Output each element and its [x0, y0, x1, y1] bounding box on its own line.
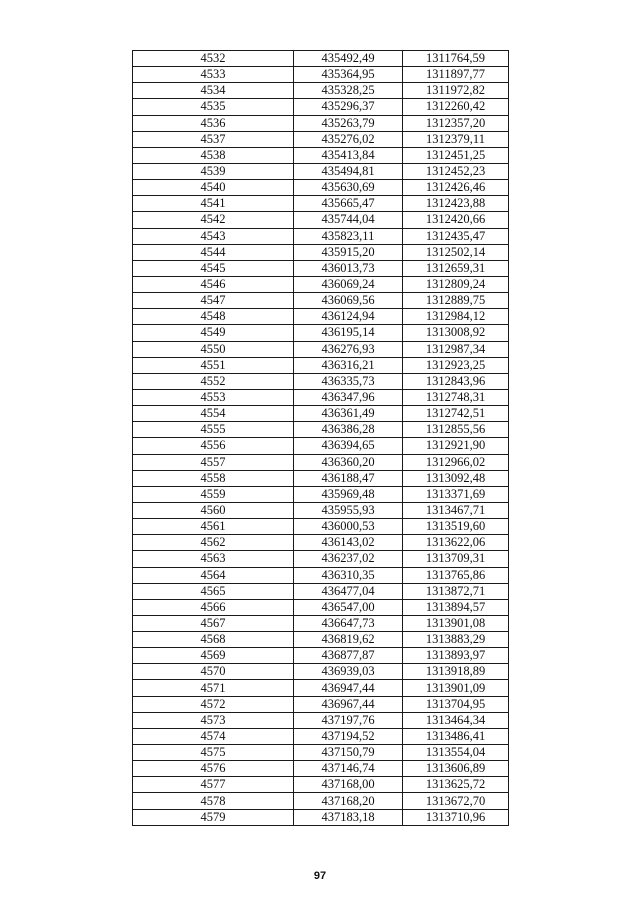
table-row [133, 809, 509, 825]
x-coordinate-cell: 436335,73 [294, 373, 403, 389]
table-row [133, 712, 509, 728]
table-row [133, 51, 509, 67]
y-coordinate-cell: 1313709,31 [403, 551, 509, 567]
point-number-cell: 4532 [133, 51, 294, 67]
table-row [133, 535, 509, 551]
point-number-cell: 4542 [133, 212, 294, 228]
y-coordinate-cell: 1312742,51 [403, 406, 509, 422]
point-number-cell: 4577 [133, 777, 294, 793]
x-coordinate-cell: 436394,65 [294, 438, 403, 454]
point-number-cell: 4562 [133, 535, 294, 551]
x-coordinate-cell: 435494,81 [294, 163, 403, 179]
x-coordinate-cell: 437168,20 [294, 793, 403, 809]
y-coordinate-cell: 1312923,25 [403, 357, 509, 373]
table-row [133, 777, 509, 793]
point-number-cell: 4535 [133, 99, 294, 115]
table-row [133, 470, 509, 486]
x-coordinate-cell: 435630,69 [294, 180, 403, 196]
y-coordinate-cell: 1312843,96 [403, 373, 509, 389]
point-number-cell: 4548 [133, 309, 294, 325]
y-coordinate-cell: 1312426,46 [403, 180, 509, 196]
y-coordinate-cell: 1312260,42 [403, 99, 509, 115]
point-number-cell: 4575 [133, 745, 294, 761]
table-row [133, 260, 509, 276]
table-row [133, 341, 509, 357]
table-row [133, 276, 509, 292]
table-row [133, 163, 509, 179]
table-row [133, 599, 509, 615]
point-number-cell: 4572 [133, 696, 294, 712]
y-coordinate-cell: 1313883,29 [403, 632, 509, 648]
point-number-cell: 4538 [133, 147, 294, 163]
y-coordinate-cell: 1313464,34 [403, 712, 509, 728]
y-coordinate-cell: 1313008,92 [403, 325, 509, 341]
x-coordinate-cell: 436237,02 [294, 551, 403, 567]
table-row [133, 83, 509, 99]
y-coordinate-cell: 1313554,04 [403, 745, 509, 761]
x-coordinate-cell: 436316,21 [294, 357, 403, 373]
point-number-cell: 4554 [133, 406, 294, 422]
y-coordinate-cell: 1312659,31 [403, 260, 509, 276]
point-number-cell: 4553 [133, 389, 294, 405]
y-coordinate-cell: 1313894,57 [403, 599, 509, 615]
x-coordinate-cell: 436361,49 [294, 406, 403, 422]
y-coordinate-cell: 1312809,24 [403, 276, 509, 292]
x-coordinate-cell: 436195,14 [294, 325, 403, 341]
x-coordinate-cell: 435296,37 [294, 99, 403, 115]
point-number-cell: 4561 [133, 519, 294, 535]
x-coordinate-cell: 436310,35 [294, 567, 403, 583]
table-row [133, 793, 509, 809]
x-coordinate-cell: 435915,20 [294, 244, 403, 260]
x-coordinate-cell: 435665,47 [294, 196, 403, 212]
x-coordinate-cell: 436069,56 [294, 293, 403, 309]
x-coordinate-cell: 436069,24 [294, 276, 403, 292]
table-row [133, 180, 509, 196]
point-number-cell: 4547 [133, 293, 294, 309]
x-coordinate-cell: 435263,79 [294, 115, 403, 131]
table-row [133, 438, 509, 454]
table-row [133, 583, 509, 599]
point-number-cell: 4578 [133, 793, 294, 809]
y-coordinate-cell: 1313704,95 [403, 696, 509, 712]
table-row [133, 664, 509, 680]
y-coordinate-cell: 1312379,11 [403, 131, 509, 147]
table-row [133, 373, 509, 389]
point-number-cell: 4573 [133, 712, 294, 728]
y-coordinate-cell: 1313872,71 [403, 583, 509, 599]
x-coordinate-cell: 436000,53 [294, 519, 403, 535]
point-number-cell: 4551 [133, 357, 294, 373]
x-coordinate-cell: 436947,44 [294, 680, 403, 696]
table-row [133, 680, 509, 696]
coordinates-table [132, 50, 509, 826]
x-coordinate-cell: 437168,00 [294, 777, 403, 793]
y-coordinate-cell: 1313901,09 [403, 680, 509, 696]
x-coordinate-cell: 435969,48 [294, 486, 403, 502]
x-coordinate-cell: 435328,25 [294, 83, 403, 99]
x-coordinate-cell: 436276,93 [294, 341, 403, 357]
x-coordinate-cell: 436347,96 [294, 389, 403, 405]
coordinates-table-body [133, 51, 509, 826]
point-number-cell: 4539 [133, 163, 294, 179]
point-number-cell: 4579 [133, 809, 294, 825]
table-row [133, 357, 509, 373]
y-coordinate-cell: 1311764,59 [403, 51, 509, 67]
y-coordinate-cell: 1312987,34 [403, 341, 509, 357]
table-row [133, 309, 509, 325]
point-number-cell: 4566 [133, 599, 294, 615]
y-coordinate-cell: 1312889,75 [403, 293, 509, 309]
y-coordinate-cell: 1312966,02 [403, 454, 509, 470]
point-number-cell: 4568 [133, 632, 294, 648]
table-row [133, 519, 509, 535]
y-coordinate-cell: 1311972,82 [403, 83, 509, 99]
table-row [133, 696, 509, 712]
y-coordinate-cell: 1312357,20 [403, 115, 509, 131]
table-row [133, 745, 509, 761]
point-number-cell: 4533 [133, 67, 294, 83]
x-coordinate-cell: 435276,02 [294, 131, 403, 147]
point-number-cell: 4550 [133, 341, 294, 357]
x-coordinate-cell: 436360,20 [294, 454, 403, 470]
x-coordinate-cell: 437197,76 [294, 712, 403, 728]
y-coordinate-cell: 1313765,86 [403, 567, 509, 583]
table-row [133, 325, 509, 341]
y-coordinate-cell: 1312984,12 [403, 309, 509, 325]
table-row [133, 761, 509, 777]
table-row [133, 502, 509, 518]
y-coordinate-cell: 1312420,66 [403, 212, 509, 228]
x-coordinate-cell: 435823,11 [294, 228, 403, 244]
page-number: 97 [313, 870, 327, 882]
y-coordinate-cell: 1312855,56 [403, 422, 509, 438]
y-coordinate-cell: 1312452,23 [403, 163, 509, 179]
table-row [133, 728, 509, 744]
point-number-cell: 4560 [133, 502, 294, 518]
y-coordinate-cell: 1312502,14 [403, 244, 509, 260]
point-number-cell: 4559 [133, 486, 294, 502]
point-number-cell: 4576 [133, 761, 294, 777]
table-row [133, 406, 509, 422]
x-coordinate-cell: 436967,44 [294, 696, 403, 712]
y-coordinate-cell: 1313092,48 [403, 470, 509, 486]
point-number-cell: 4555 [133, 422, 294, 438]
point-number-cell: 4571 [133, 680, 294, 696]
table-row [133, 147, 509, 163]
point-number-cell: 4574 [133, 728, 294, 744]
table-row [133, 632, 509, 648]
y-coordinate-cell: 1313622,06 [403, 535, 509, 551]
table-row [133, 422, 509, 438]
y-coordinate-cell: 1312921,90 [403, 438, 509, 454]
table-row [133, 67, 509, 83]
point-number-cell: 4549 [133, 325, 294, 341]
x-coordinate-cell: 436477,04 [294, 583, 403, 599]
y-coordinate-cell: 1311897,77 [403, 67, 509, 83]
point-number-cell: 4552 [133, 373, 294, 389]
y-coordinate-cell: 1313486,41 [403, 728, 509, 744]
table-row [133, 551, 509, 567]
y-coordinate-cell: 1312435,47 [403, 228, 509, 244]
point-number-cell: 4558 [133, 470, 294, 486]
point-number-cell: 4565 [133, 583, 294, 599]
x-coordinate-cell: 436013,73 [294, 260, 403, 276]
x-coordinate-cell: 436877,87 [294, 648, 403, 664]
x-coordinate-cell: 437183,18 [294, 809, 403, 825]
y-coordinate-cell: 1313606,89 [403, 761, 509, 777]
table-row [133, 389, 509, 405]
table-row [133, 244, 509, 260]
x-coordinate-cell: 437194,52 [294, 728, 403, 744]
x-coordinate-cell: 435364,95 [294, 67, 403, 83]
y-coordinate-cell: 1313519,60 [403, 519, 509, 535]
x-coordinate-cell: 436386,28 [294, 422, 403, 438]
x-coordinate-cell: 436188,47 [294, 470, 403, 486]
point-number-cell: 4564 [133, 567, 294, 583]
y-coordinate-cell: 1313918,89 [403, 664, 509, 680]
table-row [133, 228, 509, 244]
table-row [133, 293, 509, 309]
point-number-cell: 4569 [133, 648, 294, 664]
point-number-cell: 4567 [133, 615, 294, 631]
table-row [133, 99, 509, 115]
x-coordinate-cell: 437146,74 [294, 761, 403, 777]
y-coordinate-cell: 1312451,25 [403, 147, 509, 163]
y-coordinate-cell: 1313467,71 [403, 502, 509, 518]
x-coordinate-cell: 436939,03 [294, 664, 403, 680]
x-coordinate-cell: 436819,62 [294, 632, 403, 648]
x-coordinate-cell: 437150,79 [294, 745, 403, 761]
y-coordinate-cell: 1312748,31 [403, 389, 509, 405]
point-number-cell: 4544 [133, 244, 294, 260]
point-number-cell: 4534 [133, 83, 294, 99]
y-coordinate-cell: 1313672,70 [403, 793, 509, 809]
x-coordinate-cell: 436124,94 [294, 309, 403, 325]
point-number-cell: 4545 [133, 260, 294, 276]
x-coordinate-cell: 435955,93 [294, 502, 403, 518]
y-coordinate-cell: 1313710,96 [403, 809, 509, 825]
table-row [133, 454, 509, 470]
table-row [133, 567, 509, 583]
point-number-cell: 4541 [133, 196, 294, 212]
x-coordinate-cell: 436647,73 [294, 615, 403, 631]
table-row [133, 131, 509, 147]
point-number-cell: 4556 [133, 438, 294, 454]
point-number-cell: 4536 [133, 115, 294, 131]
x-coordinate-cell: 436143,02 [294, 535, 403, 551]
table-row [133, 615, 509, 631]
table-row [133, 648, 509, 664]
table-row [133, 196, 509, 212]
point-number-cell: 4543 [133, 228, 294, 244]
point-number-cell: 4570 [133, 664, 294, 680]
y-coordinate-cell: 1313893,97 [403, 648, 509, 664]
y-coordinate-cell: 1313625,72 [403, 777, 509, 793]
table-row [133, 212, 509, 228]
point-number-cell: 4540 [133, 180, 294, 196]
x-coordinate-cell: 435744,04 [294, 212, 403, 228]
table-row [133, 115, 509, 131]
x-coordinate-cell: 435413,84 [294, 147, 403, 163]
x-coordinate-cell: 436547,00 [294, 599, 403, 615]
point-number-cell: 4546 [133, 276, 294, 292]
point-number-cell: 4557 [133, 454, 294, 470]
table-row [133, 486, 509, 502]
y-coordinate-cell: 1313371,69 [403, 486, 509, 502]
x-coordinate-cell: 435492,49 [294, 51, 403, 67]
point-number-cell: 4537 [133, 131, 294, 147]
point-number-cell: 4563 [133, 551, 294, 567]
y-coordinate-cell: 1313901,08 [403, 615, 509, 631]
y-coordinate-cell: 1312423,88 [403, 196, 509, 212]
